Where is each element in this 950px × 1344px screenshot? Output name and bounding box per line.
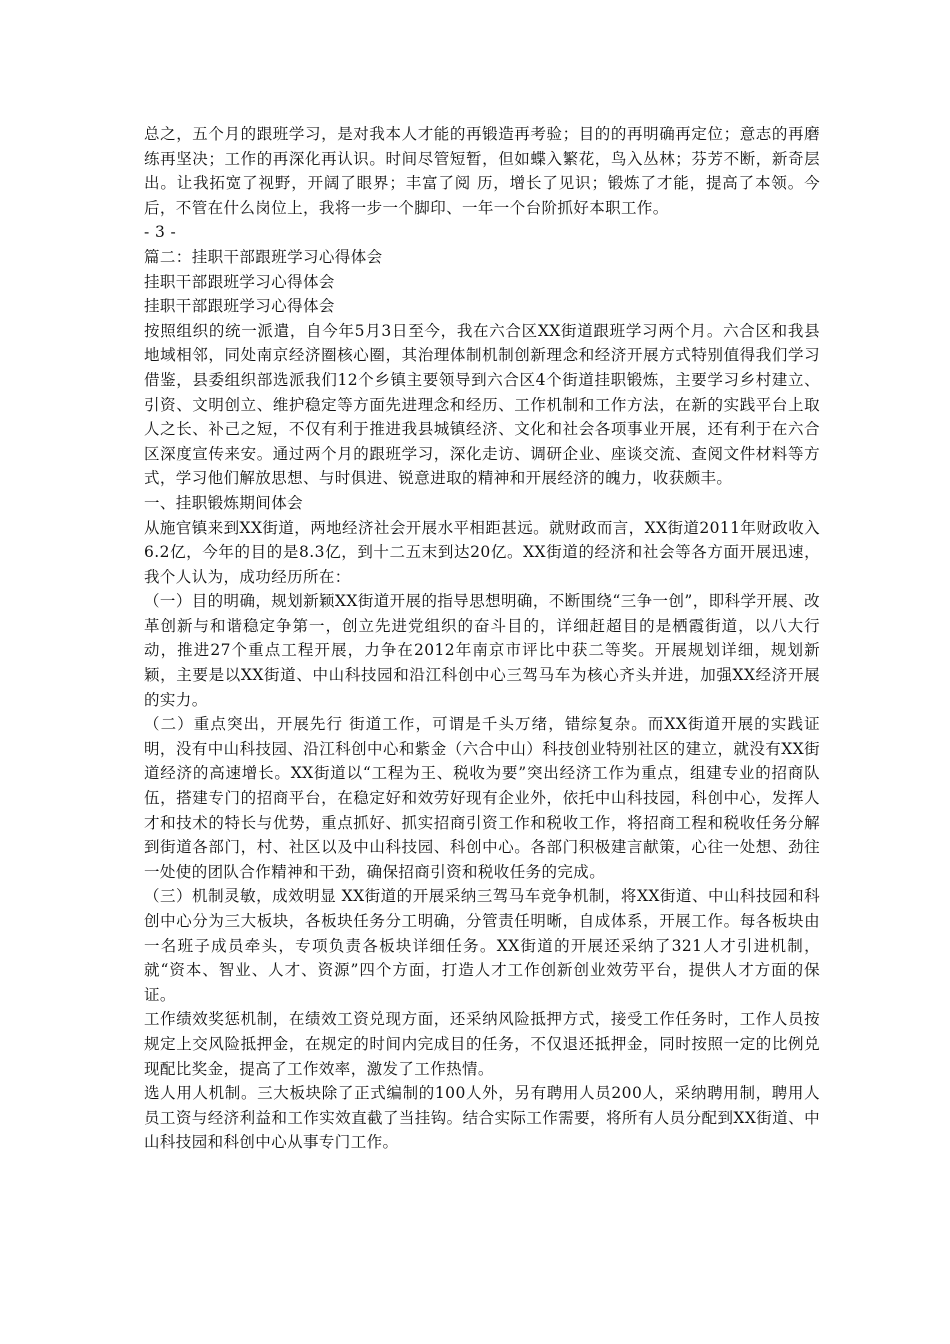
paragraph-point-3: （三）机制灵敏，成效明显 XX街道的开展采纳三驾马车竞争机制，将XX街道、中山科技园和科创中心分为三大板块，各板块任务分工明确，分管责任明晰，自成体系，开展工作。每各板块由一名班子成员牵头，专项负责各板块详细任务。XX街道的开展还采纳了321人才引进机制，就“资本、智业、人才、资源”四个方面，打造人才工作创新创业效劳平台，提供人才方面的保证。 [144,887,820,1004]
page-number: - 3 - [144,223,177,242]
article-subtitle: 挂职干部跟班学习心得体会 [144,297,335,316]
article-title: 挂职干部跟班学习心得体会 [144,272,335,291]
section-heading: 篇二：挂职干部跟班学习心得体会 [144,247,383,266]
paragraph-performance: 工作绩效奖惩机制，在绩效工资兑现方面，还采纳风险抵押方式，接受工作任务时，工作人员按规定上交风险抵押金，在规定的时间内完成目的任务，不仅退还抵押金，同时按照一定的比例兑现配比奖金，提高了工作效率，激发了工作热情。 [144,1010,820,1078]
paragraph-intro: 按照组织的统一派遣，自今年5月3日至今，我在六合区XX街道跟班学习两个月。六合区和我县地域相邻，同处南京经济圈核心圈，其治理体制机制创新理念和经济开展方式特别值得我们学习借鉴，县委组织部选派我们12个乡镇主要领导到六合区4个街道挂职锻炼，主要学习乡村建立、引资、文明创立、维护稳定等方面先进理念和经历、工作机制和工作方法，在新的实践平台上取人之长、补己之短，不仅有利于推进我县城镇经济、文化和社会各项事业开展，还有利于在六合区深度宣传来安。通过两个月的跟班学习，深化走访、调研企业、座谈交流、查阅文件材料等方式，学习他们解放思想、与时俱进、锐意进取的精神和开展经济的魄力，收获颇丰。 [144,321,820,488]
paragraph-point-2: （二）重点突出，开展先行 街道工作，可谓是千头万绪，错综复杂。而XX街道开展的实践证明，没有中山科技园、沿江科创中心和紫金（六合中山）科技创业特别社区的建立，就没有XX街道经济的高速增长。XX街道以“工程为王、税收为要”突出经济工作为重点，组建专业的招商队伍，搭建专门的招商平台，在稳定好和效劳好现有企业外，依托中山科技园，科创中心，发挥人才和技术的特长与优势，重点抓好、抓实招商引资工作和税收工作，将招商工程和税收任务分解到街道各部门，村、社区以及中山科技园、科创中心。各部门积极建言献策，心往一处想、劲往一处使的团队合作精神和干劲，确保招商引资和税收任务的完成。 [144,715,820,881]
subheading-experience: 一、挂职锻炼期间体会 [144,493,304,512]
paragraph-finance: 从施官镇来到XX街道，两地经济社会开展水平相距甚远。就财政而言，XX街道2011年财政收入6.2亿，今年的目的是8.3亿，到十二五末到达20亿。XX街道的经济和社会等各方面开展迅速，我个人认为，成功经历所在： [144,518,820,586]
paragraph-staffing: 选人用人机制。三大板块除了正式编制的100人外，另有聘用人员200人，采纳聘用制，聘用人员工资与经济利益和工作实效直截了当挂钩。结合实际工作需要，将所有人员分配到XX街道、中山科技园和科创中心从事专门工作。 [144,1084,820,1152]
document-body [144,122,820,1155]
paragraph-summary: 总之，五个月的跟班学习，是对我本人才能的再锻造再考验；目的的再明确再定位；意志的再磨练再坚决；工作的再深化再认识。时间尽管短暂，但如蝶入繁花，鸟入丛林；芬芳不断，新奇层出。让我拓宽了视野，开阔了眼界；丰富了阅 历，增长了见识；锻炼了才能，提高了本领。今后，不管在什么岗位上，我将一步一个脚印、一年一个台阶抓好本职工作。 [144,125,820,217]
paragraph-point-1: （一）目的明确，规划新颖XX街道开展的指导思想明确，不断围绕“三争一创”，即科学开展、改革创新与和谐稳定争第一，创立先进党组织的奋斗目的，详细赶超目的是栖霞街道，以八大行动，推进27个重点工程开展，力争在2012年南京市评比中获二等奖。开展规划详细，规划新颖，主要是以XX街道、中山科技园和沿江科创中心三驾马车为核心齐头并进，加强XX经济开展的实力。 [144,592,820,709]
